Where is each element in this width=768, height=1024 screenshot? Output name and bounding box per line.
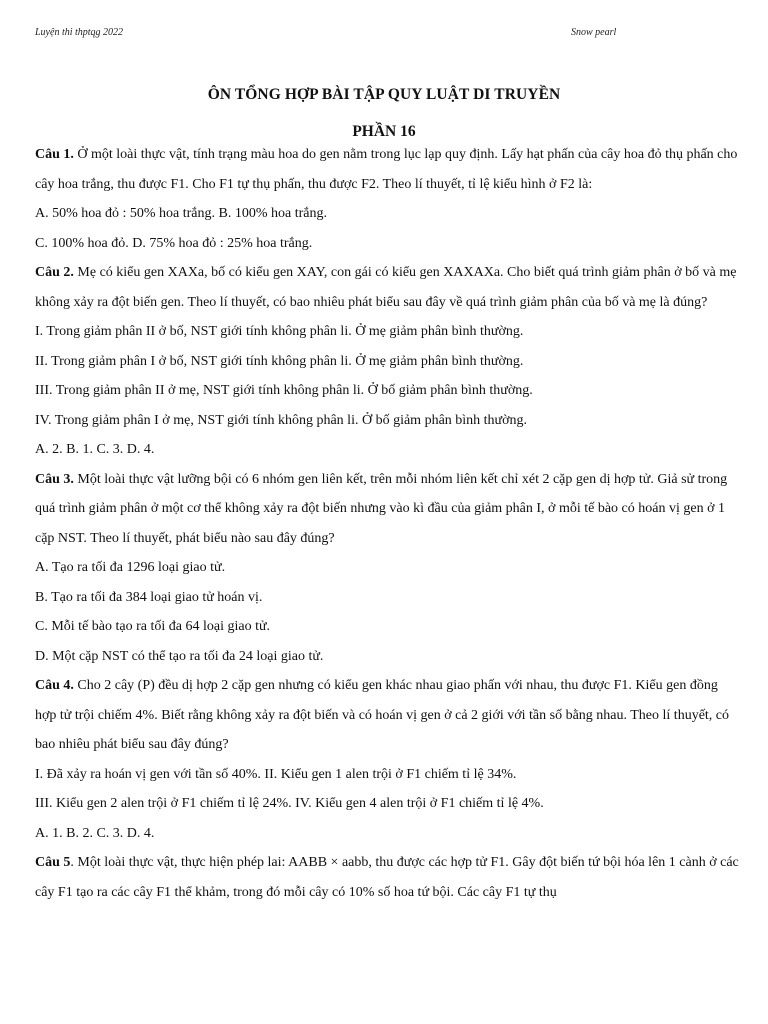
- question-2-line-5: A. 2. B. 1. C. 3. D. 4.: [35, 442, 155, 457]
- part-heading: PHẦN 16: [352, 123, 416, 140]
- question-1-line-2: C. 100% hoa đỏ. D. 75% hoa đỏ : 25% hoa trắng.: [35, 235, 313, 251]
- question-4-stem: [35, 671, 740, 760]
- question-3-line-2: B. Tạo ra tối đa 384 loại giao tử hoán vị.: [35, 589, 263, 605]
- question-5-stem: [35, 848, 740, 907]
- question-2-line-3: III. Trong giảm phân II ở mẹ, NST giới tính không phân li. Ở bố giảm phân bình thường.: [35, 383, 533, 398]
- question-3-line-4: D. Một cặp NST có thể tạo ra tối đa 24 loại giao tử.: [35, 648, 324, 664]
- question-2-line-1: I. Trong giảm phân II ở bố, NST giới tính không phân li. Ở mẹ giảm phân bình thường.: [35, 324, 524, 339]
- question-label: Câu 2.: [35, 265, 74, 280]
- question-text: Mẹ có kiểu gen XAXa, bố có kiểu gen XAY, con gái có kiểu gen XAXAXa. Cho biết quá trình giảm phân ở bố và mẹ không xảy ra đột biến gen. Theo lí thuyết, có bao nhiêu phát biểu sau đây về quá trình giảm phân của bố và mẹ là đúng?: [35, 265, 737, 310]
- header-left-text: Luyện thi thptqg 2022: [35, 27, 124, 38]
- page-header: [35, 27, 733, 41]
- question-text: Một loài thực vật lưỡng bội có 6 nhóm gen liên kết, trên mỗi nhóm liên kết chỉ xét 2 cặp gen dị hợp tử. Giả sử trong quá trình giảm phân ở một cơ thể không xảy ra đột biến nhưng vào kì đầu của giảm phân I, ở mỗi tế bào có hoán vị gen ở 1 cặp NST. Theo lí thuyết, phát biểu nào sau đây đúng?: [35, 471, 728, 546]
- header-right-text: Snow pearl: [571, 27, 617, 38]
- question-4-line-1: I. Đã xảy ra hoán vị gen với tần số 40%. II. Kiểu gen 1 alen trội ở F1 chiếm tỉ lệ 34%.: [35, 766, 517, 782]
- question-text: . Một loài thực vật, thực hiện phép lai: AABB × aabb, thu được các hợp tử F1. Gây đột biến tứ bội hóa lên 1 cành ở các cây F1 tạo ra các cây F1 thể khảm, trong đó mỗi cây có 10% số hoa tứ bội. Các cây F1 tự thụ: [35, 855, 739, 900]
- document-body: [35, 140, 740, 907]
- question-2-line-2: II. Trong giảm phân I ở bố, NST giới tính không phân li. Ở mẹ giảm phân bình thường.: [35, 353, 524, 369]
- question-3-line-1: A. Tạo ra tối đa 1296 loại giao tử.: [35, 560, 226, 575]
- question-1-stem: [35, 140, 740, 199]
- question-label: Câu 4.: [35, 678, 74, 693]
- document-title: ÔN TỔNG HỢP BÀI TẬP QUY LUẬT DI TRUYỀN: [207, 86, 561, 103]
- question-4-line-3: A. 1. B. 2. C. 3. D. 4.: [35, 825, 155, 841]
- question-label: Câu 3.: [35, 471, 74, 487]
- question-3-stem: [35, 465, 740, 554]
- question-label: Câu 1.: [35, 147, 74, 162]
- question-label: Câu 5: [35, 855, 71, 870]
- question-3-line-3: C. Mỗi tế bào tạo ra tối đa 64 loại giao tử.: [35, 619, 271, 634]
- question-text: Ở một loài thực vật, tính trạng màu hoa do gen nằm trong lục lạp quy định. Lấy hạt phấn của cây hoa đỏ thụ phấn cho cây hoa trắng, thu được F1. Cho F1 tự thụ phấn, thu được F2. Theo lí thuyết, tỉ lệ kiểu hình ở F2 là:: [35, 147, 738, 192]
- question-2-line-4: IV. Trong giảm phân I ở mẹ, NST giới tính không phân li. Ở bố giảm phân bình thường.: [35, 412, 528, 428]
- question-1-line-1: A. 50% hoa đỏ : 50% hoa trắng. B. 100% hoa trắng.: [35, 206, 327, 221]
- question-text: Cho 2 cây (P) đều dị hợp 2 cặp gen nhưng có kiểu gen khác nhau giao phấn với nhau, thu được F1. Kiểu gen đồng hợp tử trội chiếm 4%. Biết rằng không xảy ra đột biến và có hoán vị gen ở cả 2 giới với tần số bằng nhau. Theo lí thuyết, có bao nhiêu phát biểu sau đây đúng?: [35, 678, 730, 752]
- question-4-line-2: III. Kiểu gen 2 alen trội ở F1 chiếm tỉ lệ 24%. IV. Kiểu gen 4 alen trội ở F1 chiếm tỉ lệ 4%.: [35, 796, 544, 811]
- question-2-stem: [35, 258, 740, 317]
